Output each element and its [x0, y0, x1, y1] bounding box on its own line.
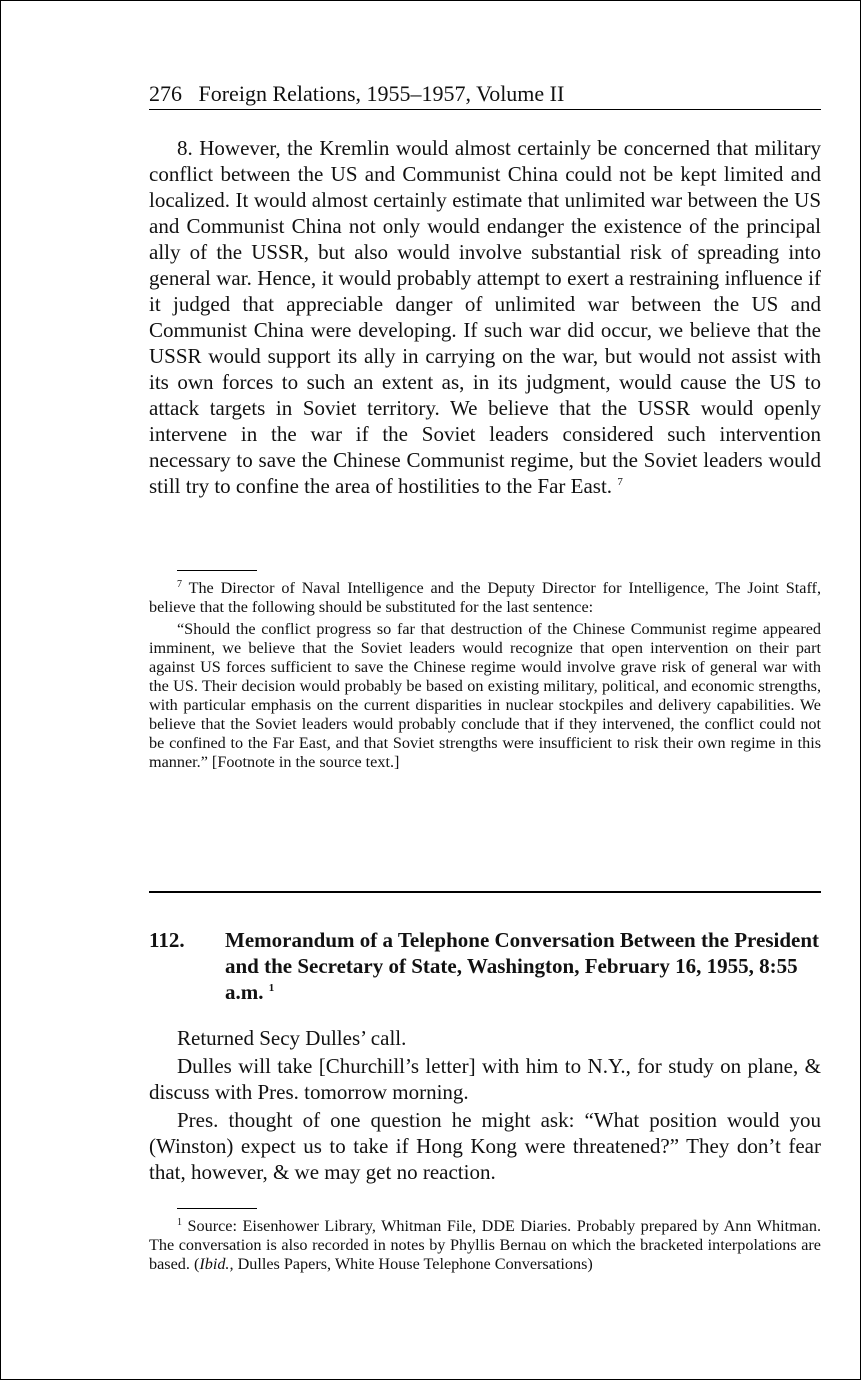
- footnote-quote-text: “Should the conflict progress so far that destruction of the Chinese Communist regime appeared imminent, we believe that the Soviet leaders would recognize that open intervention on their part against US forces sufficient to save the Chinese regime would involve grave risk of general war with the US. Their decision would probably be based on existing military, political, and economic strengths, with particular emphasis on the current disparities in nuclear stockpiles and delivery capabilities. We believe that the Soviet leaders would probably conclude that if they intervened, the conflict could not be confined to the Far East, and that Soviet strengths were insufficient to risk their own regime in this manner.” [Footnote in the source text.]: [149, 620, 821, 771]
- document-title-text: Memorandum of a Telephone Conversation Between the President and the Secretary of State, Washington, February 16, 1955, 8:55 a.m.: [225, 928, 819, 1004]
- footnote-ref-1: 1: [268, 982, 275, 994]
- footnote-text: Source: Eisenhower Library, Whitman File, DDE Diaries. Probably prepared by Ann Whitman. The conversation is also recorded in notes by Phyllis Bernau on which the bracketed interpolations are based. (: [149, 1217, 821, 1273]
- footnote-ref-7: 7: [617, 476, 623, 488]
- footnote-marker: 1: [177, 1217, 182, 1228]
- document-number: 112.: [149, 928, 185, 952]
- footnote-7: [149, 579, 821, 617]
- document-paragraph: Pres. thought of one question he might ask: “What position would you (Winston) expect us to take if Hong Kong were threatened?” They don’t fear that, however, & we may get no reaction.: [149, 1108, 821, 1184]
- document-paragraph: Returned Secy Dulles’ call.: [177, 1026, 407, 1050]
- footnote-separator: [177, 1208, 257, 1209]
- footnote-marker: 7: [177, 579, 182, 590]
- footnote-text: The Director of Naval Intelligence and the Deputy Director for Intelligence, The Joint Staff, believe that the following should be substituted for the last sentence:: [149, 579, 821, 616]
- section-divider: [149, 891, 821, 893]
- ibid-citation: Ibid.,: [199, 1255, 234, 1273]
- footnote-1: [149, 1217, 821, 1274]
- paragraph-text: 8. However, the Kremlin would almost certainly be concerned that military conflict between the US and Communist China could not be kept limited and localized. It would almost certainly estimate that unlimited war between the US and Communist China not only would endanger the existence of the principal ally of the USSR, but also would involve substantial risk of spreading into general war. Hence, it would probably attempt to exert a restraining influence if it judged that appreciable danger of unlimited war between the US and Communist China were developing. If such war did occur, we believe that the USSR would support its ally in carrying on the war, but would not assist with its own forces to such an extent as, in its judgment, would cause the US to attack targets in Soviet territory. We believe that the USSR would openly intervene in the war if the Soviet leaders considered such intervention necessary to save the Chinese Communist regime, but the Soviet leaders would still try to confine the area of hostilities to the Far East.: [149, 136, 821, 498]
- footnote-text-end: Dulles Papers, White House Telephone Conversations): [233, 1255, 593, 1273]
- footnote-separator: [177, 570, 257, 571]
- body-paragraph-8: [149, 135, 821, 499]
- document-paragraph: Dulles will take [Churchill’s letter] with him to N.Y., for study on plane, & discuss with Pres. tomorrow morning.: [149, 1054, 821, 1104]
- document-title: [225, 927, 821, 1005]
- running-head: 276 Foreign Relations, 1955–1957, Volume II: [149, 79, 821, 110]
- footnote-7-quote: [149, 620, 821, 772]
